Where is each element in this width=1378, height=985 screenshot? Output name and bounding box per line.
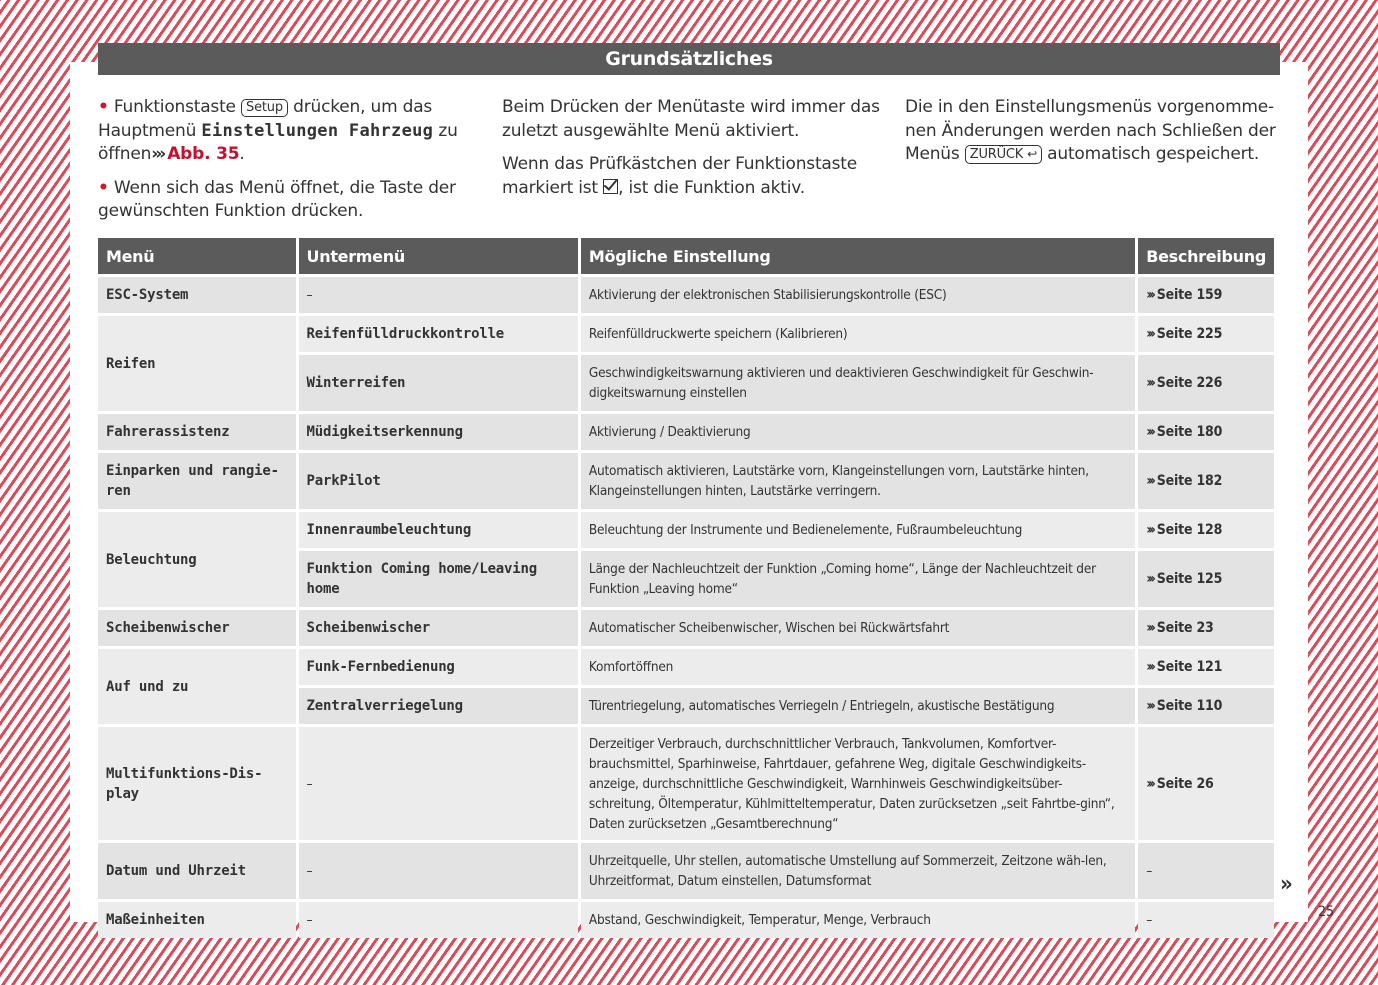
setting-cell: Reifenfülldruckwerte speichern (Kalibrieren) (581, 316, 1135, 352)
page-reference[interactable]: ››› Seite 26 (1138, 727, 1274, 840)
reference-arrow-icon: ››› (1146, 522, 1153, 538)
page-reference: – (1138, 902, 1274, 938)
setting-cell: Aktivierung / Deaktivierung (581, 414, 1135, 450)
submenu-cell: Scheibenwischer (299, 610, 578, 646)
table-row (98, 414, 1274, 450)
setting-cell: Türentriegelung, automatisches Verriegeln / Entriegeln, akustische Bestätigung (581, 688, 1135, 724)
intro-column-2 (502, 96, 880, 210)
submenu-cell: Müdigkeitserkennung (299, 414, 578, 450)
intro-paragraph-3: Beim Drücken der Menütaste wird immer das zuletzt ausgewählte Menü aktiviert. (502, 97, 880, 141)
bullet-icon: • (98, 177, 109, 198)
menu-cell: Scheibenwischer (98, 610, 296, 646)
settings-table (95, 235, 1277, 941)
header-menu: Menü (98, 238, 296, 274)
section-title: Grundsätzliches (98, 43, 1280, 75)
intro-column-3 (905, 96, 1277, 177)
submenu-cell: Winterreifen (299, 355, 578, 411)
header-setting: Mögliche Einstellung (581, 238, 1135, 274)
menu-name: Einstellungen Fahrzeug (201, 120, 434, 141)
table-row (98, 727, 1274, 840)
setting-cell: Derzeitiger Verbrauch, durchschnittlicher Verbrauch, Tankvolumen, Komfortver-brauchsmittel, Sparhinweise, Fahrtdauer, gefahrene Weg, digitale Geschwindigkeits-anzeige, durchschnittliche Geschwindigkeit, Warnhinweis Geschwindigkeitsüber-schreitung, Öltemperatur, Kühlmitteltemperatur, Daten zurücksetzen „seit Fahrtbe-ginn“, Daten zurücksetzen „Gesamtberechnung“ (581, 727, 1135, 840)
header-submenu: Untermenü (299, 238, 578, 274)
page-number: 25 (1318, 904, 1335, 920)
setting-cell: Geschwindigkeitswarnung aktivieren und deaktivieren Geschwindigkeit für Geschwin-digkeitswarnung einstellen (581, 355, 1135, 411)
submenu-cell: – (299, 902, 578, 938)
page-reference[interactable]: ››› Seite 159 (1138, 277, 1274, 313)
submenu-cell: – (299, 277, 578, 313)
page-reference[interactable]: ››› Seite 23 (1138, 610, 1274, 646)
menu-cell: Maßeinheiten (98, 902, 296, 938)
menu-cell: ESC-System (98, 277, 296, 313)
reference-arrow-icon: ››› (1146, 473, 1153, 489)
reference-arrow-icon: ››› (151, 144, 164, 164)
intro-paragraph-1: • Funktionstaste Setup drücken, um das Hauptmenü Einstellungen Fahrzeug zu öffnen››› Abb. 35. (98, 97, 458, 164)
bullet-icon: • (98, 97, 109, 117)
table-row (98, 453, 1274, 509)
submenu-cell: Innenraumbeleuchtung (299, 512, 578, 548)
page-reference[interactable]: ››› Seite 125 (1138, 551, 1274, 607)
table-row (98, 512, 1274, 548)
submenu-cell: – (299, 843, 578, 899)
submenu-cell: Funktion Coming home/Leaving home (299, 551, 578, 607)
intro-paragraph-2: • Wenn sich das Menü öffnet, die Taste der gewünschten Funktion drücken. (98, 177, 456, 221)
menu-cell: Einparken und rangie-ren (98, 453, 296, 509)
reference-arrow-icon: ››› (1146, 698, 1153, 714)
back-arrow-icon: ↩ (1027, 147, 1037, 161)
table-row (98, 843, 1274, 899)
menu-cell: Beleuchtung (98, 512, 296, 607)
reference-arrow-icon: ››› (1146, 775, 1153, 792)
header-description: Beschreibung (1138, 238, 1274, 274)
setup-key: Setup (241, 99, 288, 117)
submenu-cell: Zentralverriegelung (299, 688, 578, 724)
setting-cell: Länge der Nachleuchtzeit der Funktion „Coming home“, Länge der Nachleuchtzeit der Funktion „Leaving home“ (581, 551, 1135, 607)
submenu-cell: – (299, 727, 578, 840)
submenu-cell: ParkPilot (299, 453, 578, 509)
menu-cell: Datum und Uhrzeit (98, 843, 296, 899)
figure-reference-link[interactable]: Abb. 35 (167, 144, 240, 164)
reference-arrow-icon: ››› (1146, 620, 1153, 636)
table-header-row (98, 238, 1274, 274)
setting-cell: Automatischer Scheibenwischer, Wischen bei Rückwärtsfahrt (581, 610, 1135, 646)
setting-cell: Aktivierung der elektronischen Stabilisierungskontrolle (ESC) (581, 277, 1135, 313)
setting-cell: Uhrzeitquelle, Uhr stellen, automatische Umstellung auf Sommerzeit, Zeitzone wäh-len, Uhrzeitformat, Datum einstellen, Datumsformat (581, 843, 1135, 899)
page-reference[interactable]: ››› Seite 226 (1138, 355, 1274, 411)
menu-cell: Reifen (98, 316, 296, 411)
page-reference[interactable]: ››› Seite 128 (1138, 512, 1274, 548)
table-row (98, 316, 1274, 352)
page-reference[interactable]: ››› Seite 110 (1138, 688, 1274, 724)
table-row (98, 649, 1274, 685)
menu-cell: Auf und zu (98, 649, 296, 724)
table-row (98, 277, 1274, 313)
reference-arrow-icon: ››› (1146, 424, 1153, 440)
intro-paragraph-4: Wenn das Prüfkästchen der Funktionstaste markiert ist , ist die Funktion aktiv. (502, 154, 858, 198)
checkbox-checked-icon (603, 179, 618, 194)
setting-cell: Abstand, Geschwindigkeit, Temperatur, Menge, Verbrauch (581, 902, 1135, 938)
continue-arrow-icon: » (1280, 872, 1289, 897)
setting-cell: Automatisch aktivieren, Lautstärke vorn, Klangeinstellungen vorn, Lautstärke hinten, Klangeinstellungen hinten, Lautstärke verringern. (581, 453, 1135, 509)
menu-cell: Multifunktions-Dis-play (98, 727, 296, 840)
setting-cell: Beleuchtung der Instrumente und Bedienelemente, Fußraumbeleuchtung (581, 512, 1135, 548)
page-reference: – (1138, 843, 1274, 899)
reference-arrow-icon: ››› (1146, 659, 1153, 675)
table-row (98, 610, 1274, 646)
menu-cell: Fahrerassistenz (98, 414, 296, 450)
table-row (98, 902, 1274, 938)
intro-column-1 (98, 96, 478, 234)
page-reference[interactable]: ››› Seite 121 (1138, 649, 1274, 685)
intro-paragraph-5: Die in den Einstellungsmenüs vorgenomme-nen Änderungen werden nach Schließen der Menüs ZURÜCK ↩ automatisch gespeichert. (905, 97, 1276, 164)
back-key: ZURÜCK ↩ (965, 145, 1042, 164)
reference-arrow-icon: ››› (1146, 326, 1153, 342)
submenu-cell: Funk-Fernbedienung (299, 649, 578, 685)
reference-arrow-icon: ››› (1146, 375, 1153, 391)
page-reference[interactable]: ››› Seite 180 (1138, 414, 1274, 450)
submenu-cell: Reifenfülldruckkontrolle (299, 316, 578, 352)
reference-arrow-icon: ››› (1146, 287, 1153, 303)
page-reference[interactable]: ››› Seite 182 (1138, 453, 1274, 509)
setting-cell: Komfortöffnen (581, 649, 1135, 685)
page-reference[interactable]: ››› Seite 225 (1138, 316, 1274, 352)
reference-arrow-icon: ››› (1146, 571, 1153, 587)
